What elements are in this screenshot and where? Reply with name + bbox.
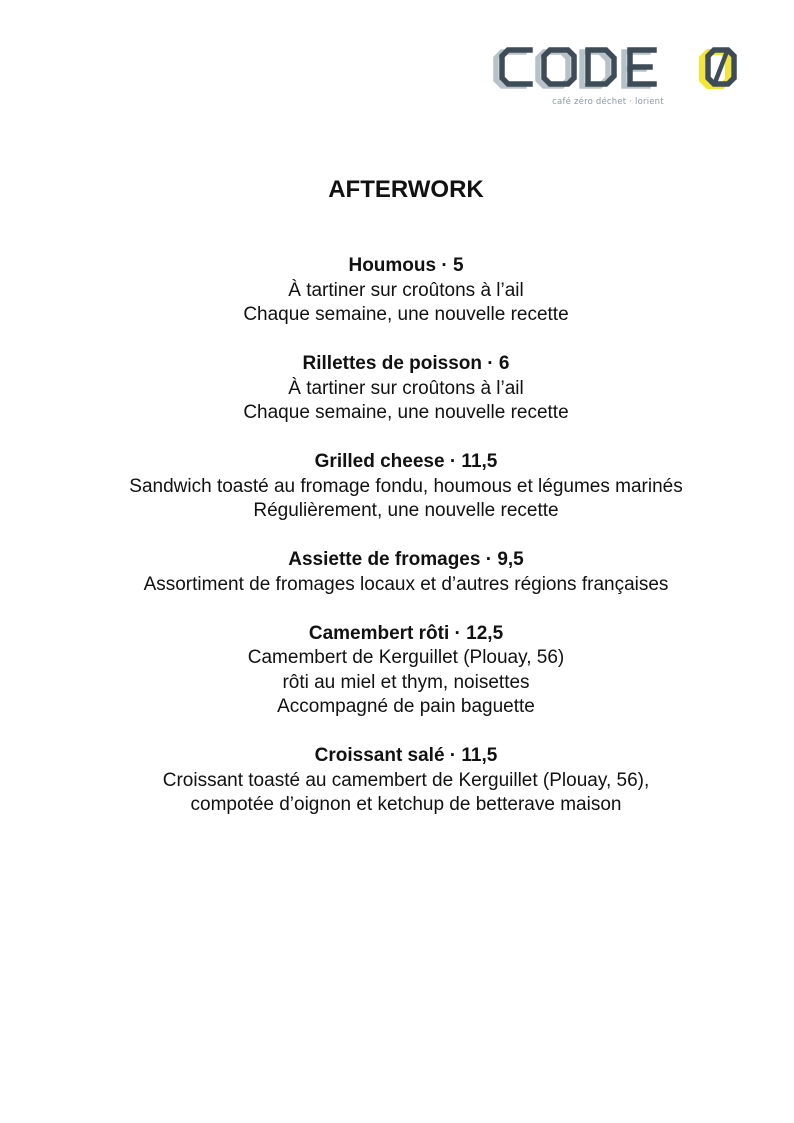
menu-item-heading: Grilled cheese · 11,5 <box>314 451 498 472</box>
menu-item-rillettes <box>0 352 794 426</box>
menu-list <box>0 254 794 842</box>
menu-item-description: compotée d’oignon et ketchup de betterave maison <box>190 794 622 815</box>
menu-item-camembert-roti <box>0 622 794 720</box>
menu-item-description: Régulièrement, une nouvelle recette <box>253 500 559 521</box>
menu-item-description: Assortiment de fromages locaux et d’autres régions françaises <box>143 573 669 595</box>
menu-item-description: Croissant toasté au camembert de Kerguillet (Plouay, 56), <box>162 769 650 791</box>
menu-item-croissant-sale <box>0 744 794 818</box>
menu-item-description: Chaque semaine, une nouvelle recette <box>243 304 569 325</box>
menu-item-assiette-fromages <box>0 548 794 597</box>
menu-item-grilled-cheese <box>0 450 794 524</box>
menu-item-heading: Rillettes de poisson · 6 <box>302 353 510 374</box>
page-title: AFTERWORK <box>328 176 484 203</box>
menu-item-description: À tartiner sur croûtons à l’ail <box>288 377 524 399</box>
menu-item-description: À tartiner sur croûtons à l’ail <box>288 279 524 301</box>
menu-item-heading: Assiette de fromages · 9,5 <box>288 549 524 570</box>
menu-item-heading: Croissant salé · 11,5 <box>314 745 498 766</box>
menu-item-description: rôti au miel et thym, noisettes <box>282 671 530 693</box>
menu-item-houmous <box>0 254 794 328</box>
menu-item-description: Chaque semaine, une nouvelle recette <box>243 402 569 423</box>
brand-logo <box>490 40 750 112</box>
menu-item-description: Camembert de Kerguillet (Plouay, 56) <box>247 647 565 668</box>
menu-item-heading: Camembert rôti · 12,5 <box>308 622 504 644</box>
menu-item-description: Sandwich toasté au fromage fondu, houmous et légumes marinés <box>129 475 683 497</box>
brand-tagline: café zéro déchet · lorient <box>552 97 664 107</box>
menu-item-description: Accompagné de pain baguette <box>277 696 535 717</box>
menu-item-heading: Houmous · 5 <box>348 255 464 276</box>
brand-logo-wordmark <box>490 40 750 96</box>
